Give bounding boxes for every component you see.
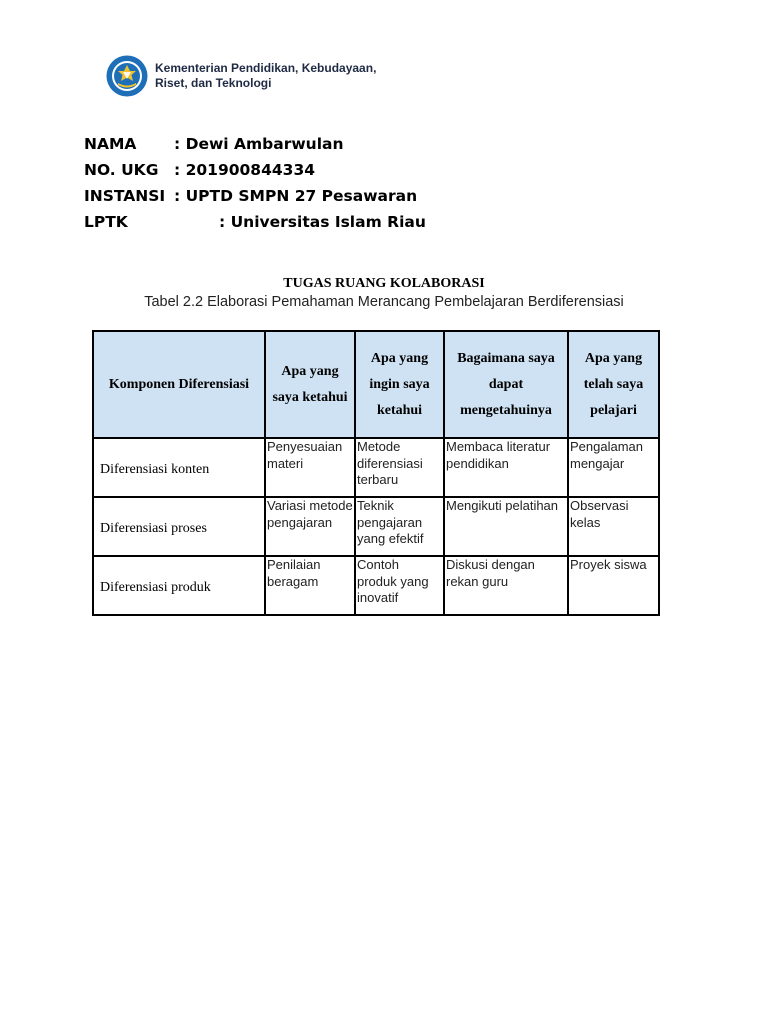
identity-value: : 201900844334 bbox=[174, 161, 316, 179]
table-row bbox=[93, 438, 659, 497]
column-header: Komponen Diferensiasi bbox=[93, 331, 265, 438]
ministry-name bbox=[155, 61, 376, 91]
identity-label: NAMA bbox=[84, 135, 137, 153]
table-row bbox=[93, 497, 659, 556]
table-cell: Proyek siswa bbox=[568, 556, 659, 615]
identity-label: LPTK bbox=[84, 213, 128, 231]
table-cell: Membaca literatur pendidikan bbox=[444, 438, 568, 497]
table-cell: Observasi kelas bbox=[568, 497, 659, 556]
identity-value: : Dewi Ambarwulan bbox=[174, 135, 344, 153]
identity-value: : UPTD SMPN 27 Pesawaran bbox=[174, 187, 418, 205]
identity-value: : Universitas Islam Riau bbox=[219, 213, 426, 231]
table-cell-component: Diferensiasi konten bbox=[93, 438, 265, 497]
table-row bbox=[93, 556, 659, 615]
table-cell: Mengikuti pelatihan bbox=[444, 497, 568, 556]
column-header: Apa yang telah saya pelajari bbox=[568, 331, 659, 438]
ministry-name-line1: Kementerian Pendidikan, Kebudayaan, bbox=[155, 61, 377, 75]
identity-label: INSTANSI bbox=[84, 187, 166, 205]
table-cell: Teknik pengajaran yang efektif bbox=[355, 497, 444, 556]
collaboration-table bbox=[92, 330, 660, 616]
column-header: Apa yang ingin saya ketahui bbox=[355, 331, 444, 438]
tut-wuri-handayani-seal-icon bbox=[106, 55, 148, 97]
ministry-name-line2: Riset, dan Teknologi bbox=[155, 76, 272, 90]
table-cell: Penyesuaian materi bbox=[265, 438, 355, 497]
ministry-logo-block bbox=[106, 55, 376, 97]
table-cell: Diskusi dengan rekan guru bbox=[444, 556, 568, 615]
table-cell-component: Diferensiasi proses bbox=[93, 497, 265, 556]
column-header: Bagaimana saya dapat mengetahuinya bbox=[444, 331, 568, 438]
table-cell: Contoh produk yang inovatif bbox=[355, 556, 444, 615]
column-header: Apa yang saya ketahui bbox=[265, 331, 355, 438]
table-cell: Metode diferensiasi terbaru bbox=[355, 438, 444, 497]
table-cell: Variasi metode pengajaran bbox=[265, 497, 355, 556]
identity-label: NO. UKG bbox=[84, 161, 159, 179]
table-header-row bbox=[93, 331, 659, 438]
table-cell-component: Diferensiasi produk bbox=[93, 556, 265, 615]
table-cell: Penilaian beragam bbox=[265, 556, 355, 615]
table-caption: Tabel 2.2 Elaborasi Pemahaman Merancang Pembelajaran Berdiferensiasi bbox=[144, 294, 624, 310]
table-cell: Pengalaman mengajar bbox=[568, 438, 659, 497]
document-title: TUGAS RUANG KOLABORASI bbox=[283, 276, 485, 291]
